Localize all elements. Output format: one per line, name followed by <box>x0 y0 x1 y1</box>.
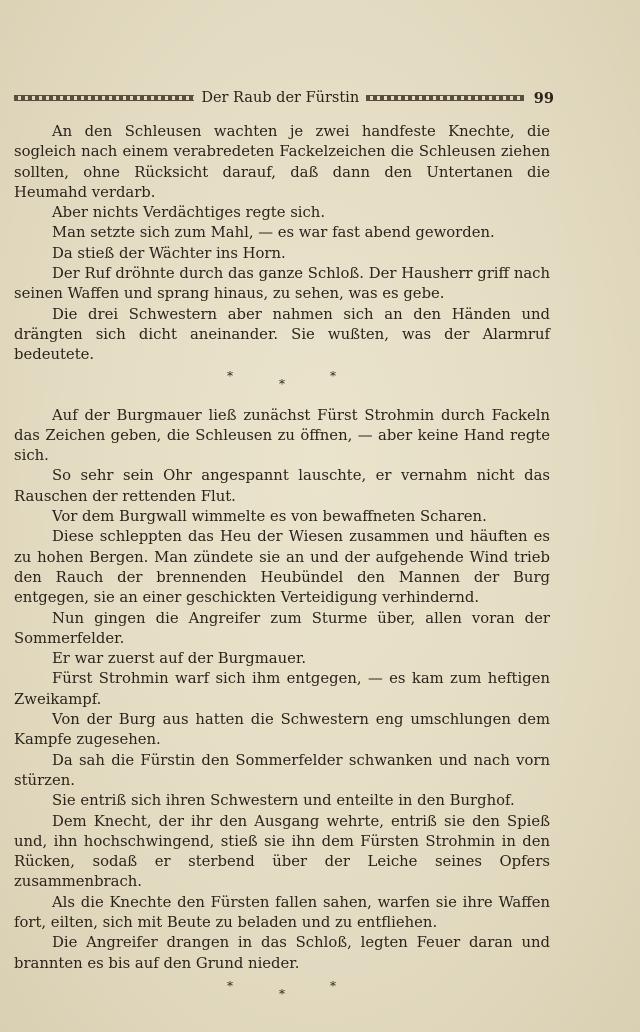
separator-star: * <box>330 368 336 383</box>
paragraph: Da stieß der Wächter ins Horn. <box>52 244 286 262</box>
paragraph: Auf der Burgmauer ließ zunächst Fürst Strohmin durch Fackeln das Zeichen geben, die Schleusen zu öffnen, — aber keine Hand regte sich. <box>14 406 550 465</box>
paragraph: Sie entriß sich ihren Schwestern und enteilte in den Burghof. <box>52 792 515 810</box>
paragraph: Er war zuerst auf der Burgmauer. <box>52 650 307 668</box>
paragraph: So sehr sein Ohr angespannt lauschte, er vernahm nicht das Rauschen der rettenden Flut. <box>14 467 550 505</box>
paragraph: An den Schleusen wachten je zwei handfeste Knechte, die sogleich nach einem verabredeten Fackelzeichen die Schleusen ziehen sollten, ohne Rücksicht darauf, daß dann den Untertanen die Heumahd verdarb. <box>14 123 550 201</box>
separator-star: * <box>227 978 233 993</box>
paragraph: Dem Knecht, der ihr den Ausgang wehrte, entriß sie den Spieß und, ihn hochschwingend, stieß sie ihn dem Fürsten Strohmin in den Rücken, sodaß er sterbend über der Leiche seines Opfers zusammenbrach. <box>14 812 550 891</box>
running-title: Der Raub der Fürstin <box>201 90 360 106</box>
separator-star: * <box>279 376 285 391</box>
paragraph: Fürst Strohmin warf sich ihm entgegen, — es kam zum heftigen Zweikampf. <box>14 670 550 708</box>
paragraph: Man setzte sich zum Mahl, — es war fast abend geworden. <box>52 224 495 242</box>
paragraph: Als die Knechte den Fürsten fallen sahen, warfen sie ihre Waffen fort, eilten, sich mit Beute zu beladen und zu entfliehen. <box>14 893 550 931</box>
section-separator <box>14 974 550 1014</box>
separator-star: * <box>330 978 336 993</box>
paragraph: Diese schleppten das Heu der Wiesen zusammen und häuften es zu hohen Bergen. Man zündete sie an und der aufgehende Wind trieb den Rauch der brennenden Heubündel den Mannen der Burg entgegen, sie an einer geschickten Verteidigung verhindernd. <box>14 528 550 607</box>
paragraph: Der Ruf dröhnte durch das ganze Schloß. Der Hausherr griff nach seinen Waffen und sprang hinaus, zu sehen, was es gebe. <box>14 265 550 303</box>
text-body <box>14 122 550 1014</box>
page-number: 99 <box>533 89 554 107</box>
running-header <box>14 88 554 108</box>
section-separator <box>14 366 550 406</box>
header-ornament-left <box>14 95 194 101</box>
paragraph: Nun gingen die Angreifer zum Sturme über, allen voran der Sommerfelder. <box>14 609 550 647</box>
paragraph: Aber nichts Verdächtiges regte sich. <box>52 204 326 222</box>
separator-star: * <box>279 986 285 1001</box>
paragraph: Von der Burg aus hatten die Schwestern eng umschlungen dem Kampfe zugesehen. <box>14 711 550 749</box>
paragraph: Vor dem Burgwall wimmelte es von bewaffneten Scharen. <box>52 508 487 526</box>
paragraph: Die drei Schwestern aber nahmen sich an den Händen und drängten sich dicht aneinander. Sie wußten, was der Alarmruf bedeutete. <box>14 305 550 364</box>
paragraph: Da sah die Fürstin den Sommerfelder schwanken und nach vorn stürzen. <box>14 751 550 789</box>
header-ornament-right <box>366 95 524 101</box>
separator-star: * <box>227 368 233 383</box>
paragraph: Die Angreifer drangen in das Schloß, legten Feuer daran und brannten es bis auf den Grund nieder. <box>14 934 550 972</box>
